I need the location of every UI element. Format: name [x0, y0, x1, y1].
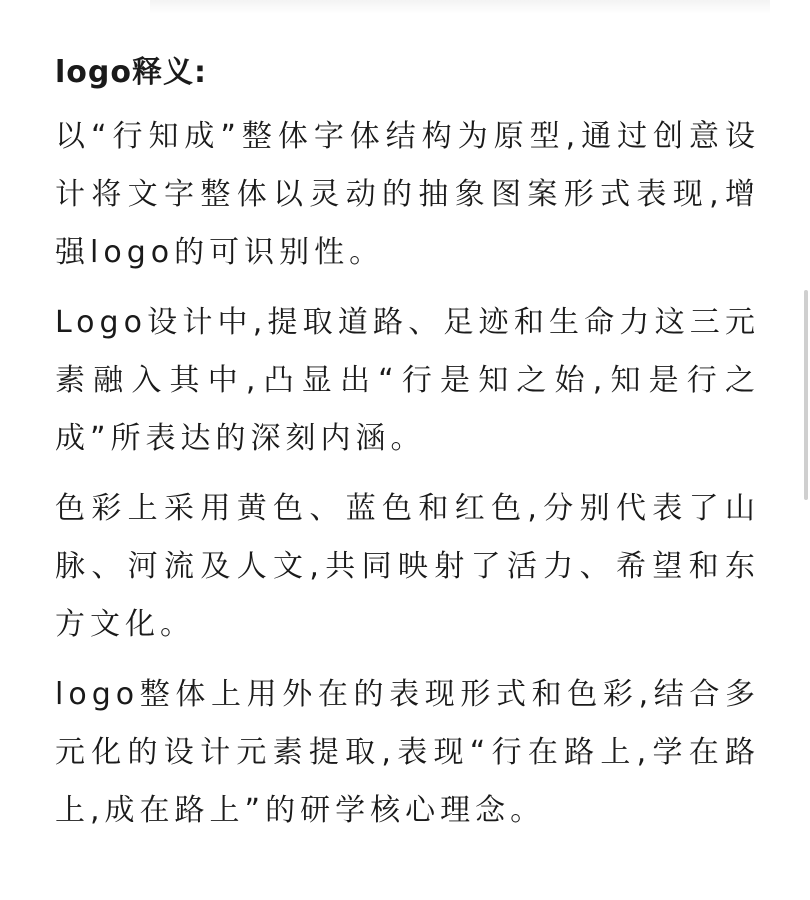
- article-body: [55, 48, 760, 852]
- top-edge-shadow: [150, 0, 770, 14]
- paragraph-2: Logo设计中,提取道路、足迹和生命力这三元素融入其中,凸显出“行是知之始,知是行之成”所表达的深刻内涵。: [55, 305, 760, 456]
- vertical-scrollbar[interactable]: [804, 290, 808, 500]
- paragraph-1: 以“行知成”整体字体结构为原型,通过创意设计将文字整体以灵动的抽象图案形式表现,增强logo的可识别性。: [55, 119, 760, 270]
- scrollbar-thumb[interactable]: [804, 290, 808, 500]
- section-heading: logo释义:: [55, 55, 207, 90]
- paragraph-4: logo整体上用外在的表现形式和色彩,结合多元化的设计元素提取,表现“行在路上,学在路上,成在路上”的研学核心理念。: [55, 677, 760, 828]
- paragraph-3: 色彩上采用黄色、蓝色和红色,分别代表了山脉、河流及人文,共同映射了活力、希望和东方文化。: [55, 491, 760, 642]
